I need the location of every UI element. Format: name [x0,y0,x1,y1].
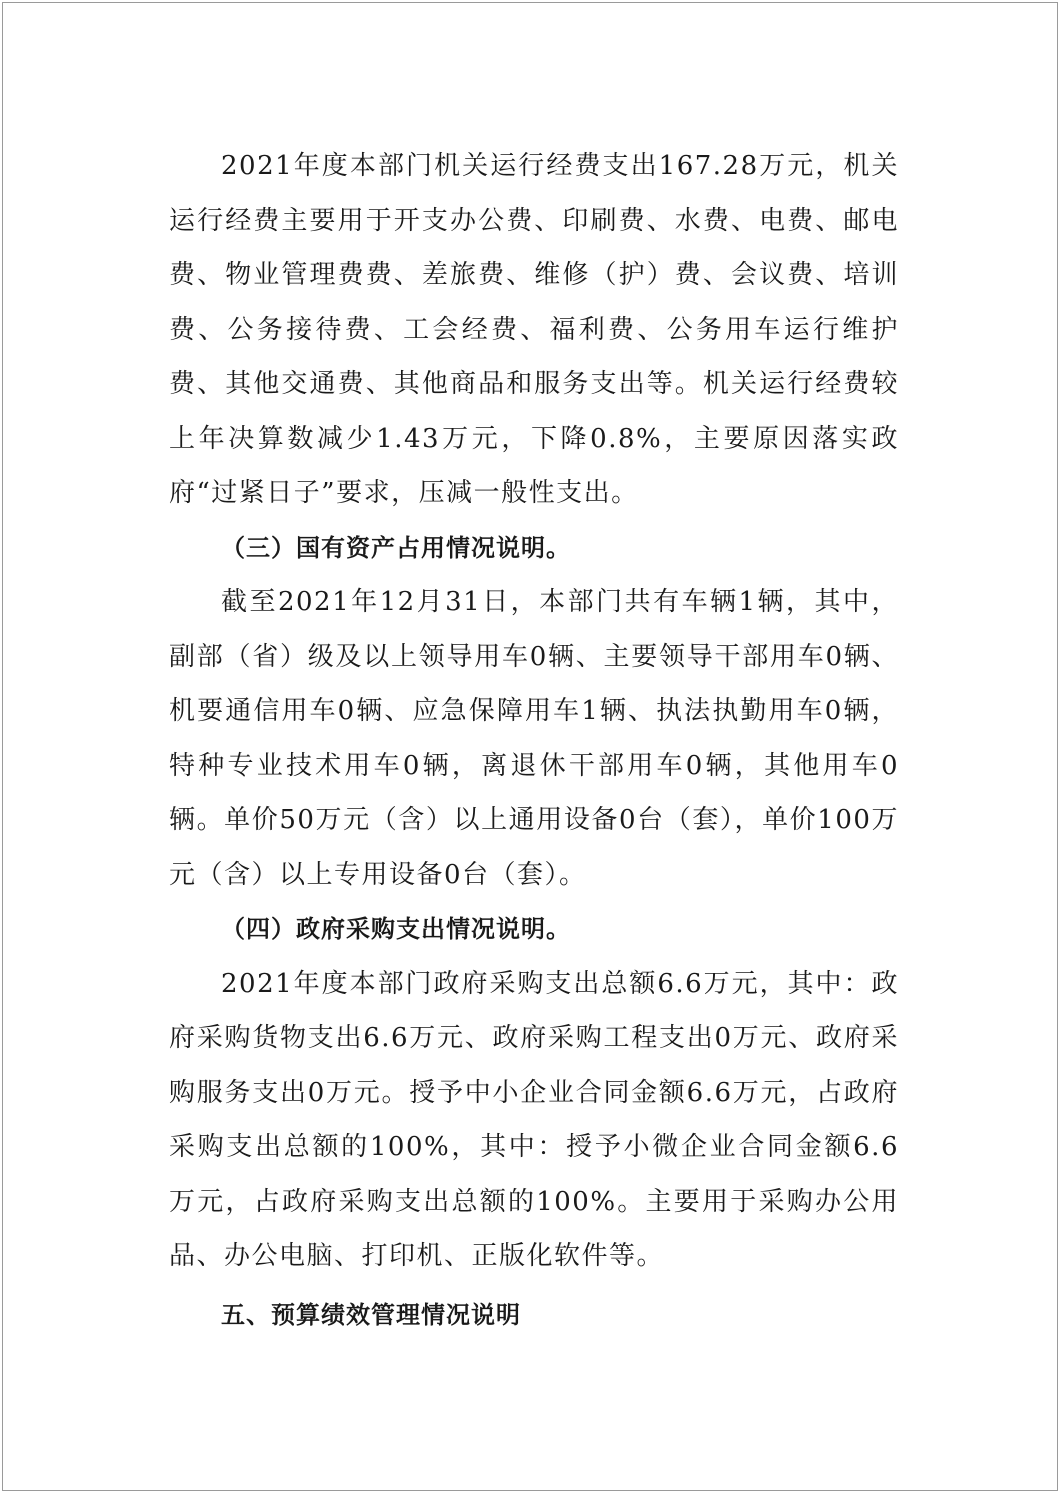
heading-state-assets: （三）国有资产占用情况说明。 [221,533,571,562]
heading-government-procurement: （四）政府采购支出情况说明。 [221,915,571,943]
document-body [169,139,899,1342]
document-page [2,2,1058,1491]
paragraph-government-procurement: 2021年度本部门政府采购支出总额6.6万元，其中：政府采购货物支出6.6万元、政府采购工程支出0万元、政府采购服务支出0万元。授予中小企业合同金额6.6万元，占政府采购支出总额的100%，其中：授予小微企业合同金额6.6万元，占政府采购支出总额的100%。主要用于采购办公用品、办公电脑、打印机、正版化软件等。 [169,968,899,1271]
paragraph-state-assets: 截至2021年12月31日，本部门共有车辆1辆，其中，副部（省）级及以上领导用车0辆、主要领导干部用车0辆、机要通信用车0辆、应急保障用车1辆、执法执勤用车0辆，特种专业技术用车0辆，离退休干部用车0辆，其他用车0辆。单价50万元（含）以上通用设备0台（套），单价100万元（含）以上专用设备0台（套）。 [169,587,899,890]
paragraph-operating-expenses: 2021年度本部门机关运行经费支出167.28万元，机关运行经费主要用于开支办公费、印刷费、水费、电费、邮电费、物业管理费费、差旅费、维修（护）费、会议费、培训费、公务接待费、工会经费、福利费、公务用车运行维护费、其他交通费、其他商品和服务支出等。机关运行经费较上年决算数减少1.43万元，下降0.8%，主要原因落实政府“过紧日子”要求，压减一般性支出。 [169,151,899,508]
heading-performance-management: 五、预算绩效管理情况说明 [221,1300,521,1329]
